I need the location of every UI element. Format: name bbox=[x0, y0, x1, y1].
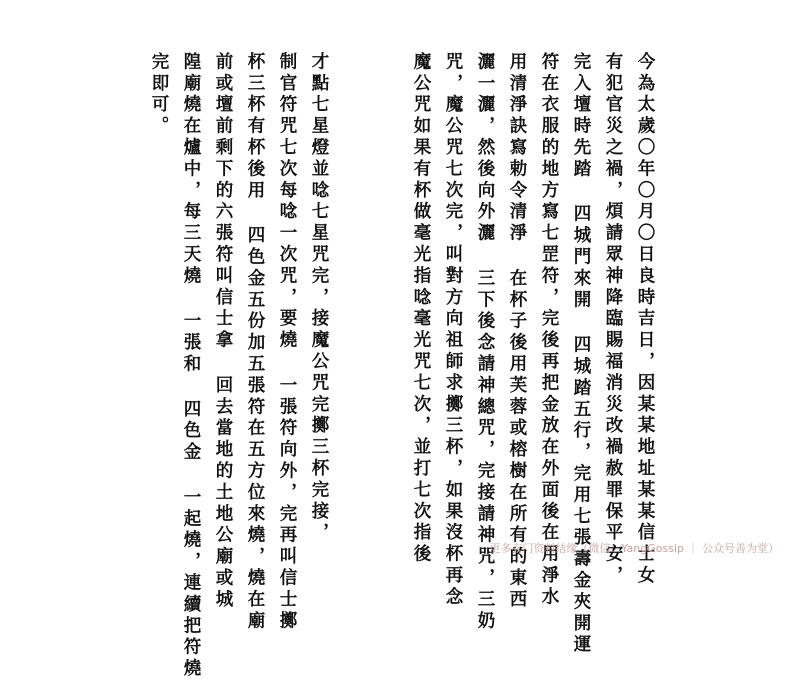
text-column-3: 完入壇時先踏 四城門來開 四城踏五行，完用七張壽金夾開運 bbox=[571, 52, 591, 657]
text-column-8: 魔公咒如果有杯做毫光指唸毫光咒七次，並打七次指後 bbox=[411, 52, 431, 566]
text-column-6: 灑一灑，然後向外灑 三下後念請神總咒，完接請神咒，三奶 bbox=[475, 52, 495, 633]
text-column-7: 咒，魔公咒七次完，叫對方向祖師求擲三杯，如果沒杯再念 bbox=[443, 52, 463, 609]
text-column-5: 用清淨訣寫勅令清淨 在杯子後用芙蓉或榕樹在所有的東西 bbox=[507, 52, 527, 611]
text-column-1: 今為太歲〇年〇月〇日良時吉日，因某某地址某某信士女 bbox=[635, 52, 655, 587]
text-column-12: 前或壇前剩下的六張符叫信士拿 回去當地的土地公廟或城 bbox=[213, 52, 233, 611]
text-column-9: 才點七星燈並唸七星咒完，接魔公咒完擲三杯完接， bbox=[309, 52, 329, 545]
text-column-11: 杯三杯有杯後用 四色金五份加五張符在五方位來燒，燒在廟 bbox=[245, 52, 265, 633]
text-column-10: 制官符咒七次每唸一次咒，要燒 一張符向外，完再叫信士擲 bbox=[277, 52, 297, 633]
text-column-2: 有犯官災之禍，煩請眾神降臨賜福消災改禍赦罪保平安， bbox=[603, 52, 623, 587]
text-column-4: 符在衣服的地方寫七罡符，完後再把金放在外面後在用淨水 bbox=[539, 52, 559, 609]
text-column-13: 隍廟燒在爐中，每三天燒 一張和 四色金 一起燒，連續把符燒 bbox=[181, 52, 201, 680]
footer-watermark: 更多玄门资料结缘（微信：YangGossip ｜ 公众号善为堂） bbox=[489, 542, 779, 555]
text-column-14: 完即可。 bbox=[149, 52, 169, 138]
